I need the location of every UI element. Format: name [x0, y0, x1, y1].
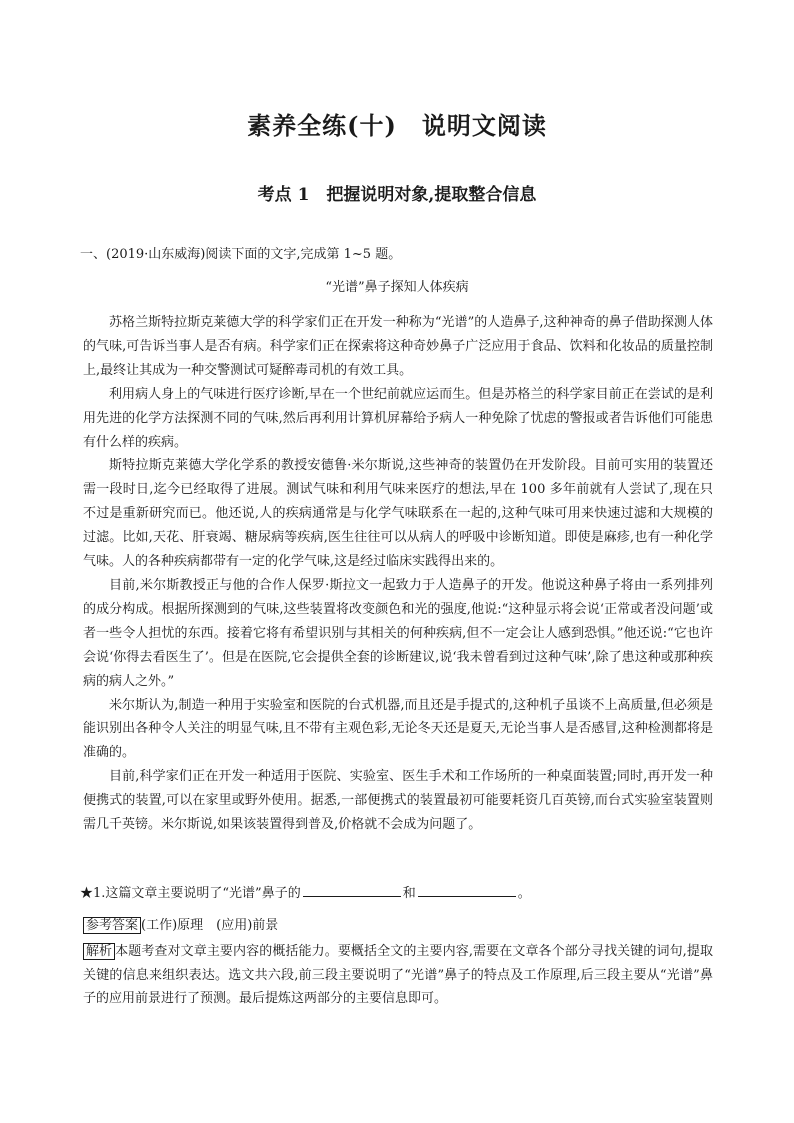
- analysis-label: 解析: [83, 943, 115, 960]
- answer-blank-1[interactable]: [303, 884, 401, 897]
- question-1: [80, 882, 531, 901]
- article-paragraph: 斯特拉斯克莱德大学化学系的教授安德鲁·米尔斯说,这些神奇的装置仍在开发阶段。目前可实用的装置还需一段时日,迄今已经取得了进展。测试气味和利用气味来医疗的想法,早在 100 多年前就有人尝试了,现在只不过是重新研究而已。他还说,人的疾病通常是与化学气味联系在一起的,这种气味可用来快速过滤和大规模的过滤。比如,天花、肝衰竭、糖尿病等疾病,医生往往可以从病人的呼吸中诊断知道。即使是麻疹,也有一种化学气味。人的各种疾病都带有一定的化学气味,这是经过临床实践得出来的。: [83, 458, 713, 570]
- reference-answer-label: 参考答案: [83, 917, 141, 934]
- section-subtitle: 考点 1 把握说明对象,提取整合信息: [257, 185, 537, 205]
- article-paragraph: 目前,科学家们正在开发一种适用于医院、实验室、医生手术和工作场所的一种桌面装置;同时,再开发一种便携式的装置,可以在家里或野外使用。据悉,一部便携式的装置最初可能要耗资几百英镑,而台式实验室装置则需几千英镑。米尔斯说,如果该装置得到普及,价格就不会成为问题了。: [83, 769, 713, 833]
- analysis-text: 本题考查对文章主要内容的概括能力。要概括全文的主要内容,需要在文章各个部分寻找关键的词句,提取关键的信息来组织表达。选文共六段,前三段主要说明了“光谱”鼻子的特点及工作原理,后三段主要从“光谱”鼻子的应用前景进行了预测。最后提炼这两部分的主要信息即可。: [83, 944, 713, 1006]
- article-body: [83, 311, 713, 837]
- analysis: [83, 940, 713, 1011]
- page-title: 素养全练(十) 说明文阅读: [247, 111, 547, 140]
- article-paragraph: 目前,米尔斯教授正与他的合作人保罗·斯拉文一起致力于人造鼻子的开发。他说这种鼻子将由一系列排列的成分构成。根据所探测到的气味,这些装置将改变颜色和光的强度,他说:“这种显示将会说‘正常或者没问题’或者一些令人担忧的东西。接着它将有希望识别与其相关的何种疾病,但不一定会让人感到恐惧。”他还说:“它也许会说‘你得去看医生了’。但是在医院,它会提供全套的诊断建议,说‘我未曾看到过这种气味’,除了患这种或那种疾病的病人之外。”: [83, 577, 713, 689]
- reference-answer: [83, 914, 278, 934]
- article-paragraph: 苏格兰斯特拉斯克莱德大学的科学家们正在开发一种称为“光谱”的人造鼻子,这种神奇的鼻子借助探测人体的气味,可告诉当事人是否有病。科学家们正在探索将这种奇妙鼻子广泛应用于食品、饮料和化妆品的质量控制上,最终让其成为一种交警测试可疑醉毒司机的有效工具。: [83, 315, 713, 378]
- question-prefix: ★1.这篇文章主要说明了“光谱”鼻子的: [80, 886, 301, 901]
- reference-answer-text: (工作)原理 (应用)前景: [141, 918, 279, 933]
- article-paragraph: 利用病人身上的气味进行医疗诊断,早在一个世纪前就应运而生。但是苏格兰的科学家目前正在尝试的是利用先进的化学方法探测不同的气味,然后再利用计算机屏幕给予病人一种免除了忧虑的警报或者告诉他们可能患有什么样的疾病。: [83, 386, 713, 450]
- question-intro: 一、(2019·山东威海)阅读下面的文字,完成第 1~5 题。: [80, 247, 402, 262]
- answer-blank-2[interactable]: [418, 884, 516, 897]
- article-title: “光谱”鼻子探知人体疾病: [325, 280, 469, 295]
- question-middle: 和: [402, 886, 416, 901]
- question-suffix: 。: [517, 886, 531, 901]
- article-paragraph: 米尔斯认为,制造一种用于实验室和医院的台式机器,而且还是手提式的,这种机子虽谈不上高质量,但必须是能识别出各种令人关注的明显气味,且不带有主观色彩,无论冬天还是夏天,无论当事人是否感冒,这种检测都将是准确的。: [83, 697, 713, 761]
